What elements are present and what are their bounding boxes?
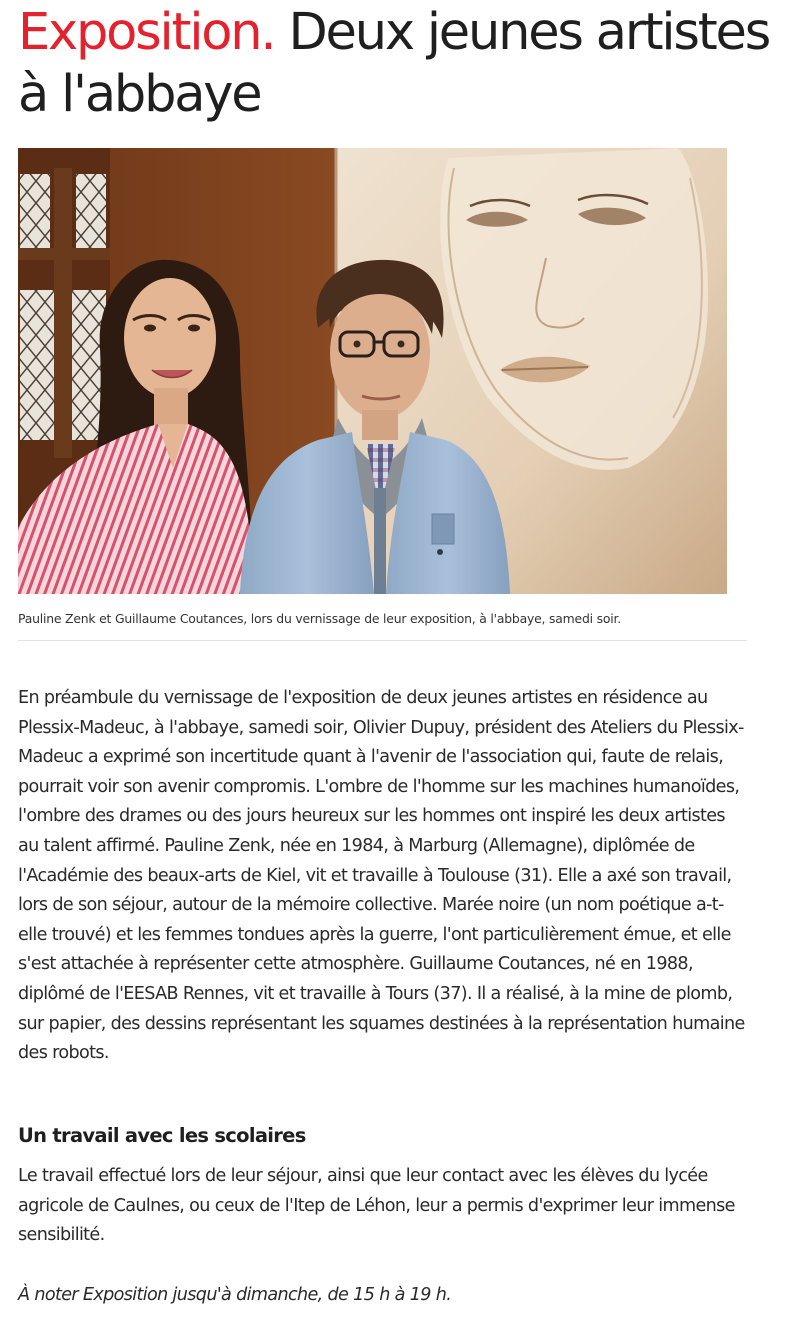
- article-photo: [18, 148, 727, 594]
- title-kicker: Exposition.: [18, 3, 275, 62]
- article-body: [18, 684, 746, 1069]
- photo-caption: Pauline Zenk et Guillaume Coutances, lors du vernissage de leur exposition, à l'abbaye, samedi soir.: [18, 611, 621, 626]
- paragraph-intro: En préambule du vernissage de l'exposition de deux jeunes artistes en résidence au Plessix-Madeuc, à l'abbaye, samedi soir, Olivier Dupuy, président des Ateliers du Plessix-Madeuc a exprimé son incertitude quant à l'avenir de l'association qui, faute de relais, pourrait voir son avenir compromis. L'ombre de l'homme sur les machines humanoïdes, l'ombre des drames ou des jours heureux sur les hommes ont inspiré les deux artistes au talent affirmé. Pauline Zenk, née en 1984, à Marburg (Allemagne), diplômée de l'Académie des beaux-arts de Kiel, vit et travaille à Toulouse (31). Elle a axé son travail, lors de son séjour, autour de la mémoire collective. Marée noire (un nom poétique a-t-elle trouvé) et les femmes tondues après la guerre, l'ont particulièrement émue, et elle s'est attachée à représenter cette atmosphère. Guillaume Coutances, né en 1988, diplômé de l'EESAB Rennes, vit et travaille à Tours (37). Il a réalisé, à la mine de plomb, sur papier, des dessins représentant les squames destinées à la représentation humaine des robots.: [18, 688, 745, 1064]
- caption-divider: [18, 640, 747, 641]
- article: [18, 0, 788, 1305]
- exhibition-note: À noter Exposition jusqu'à dimanche, de 15 h à 19 h.: [18, 1285, 452, 1305]
- title-headline: Deux jeunes artistes à l'abbaye: [18, 3, 770, 124]
- article-title: [18, 0, 788, 126]
- article-body-section-2: [18, 1162, 746, 1251]
- section-subheading: Un travail avec les scolaires: [18, 1124, 306, 1147]
- paragraph-scolaires: Le travail effectué lors de leur séjour, ainsi que leur contact avec les élèves du lycée agricole de Caulnes, ou ceux de l'Itep de Léhon, leur a permis d'exprimer leur immense sensibilité.: [18, 1166, 735, 1246]
